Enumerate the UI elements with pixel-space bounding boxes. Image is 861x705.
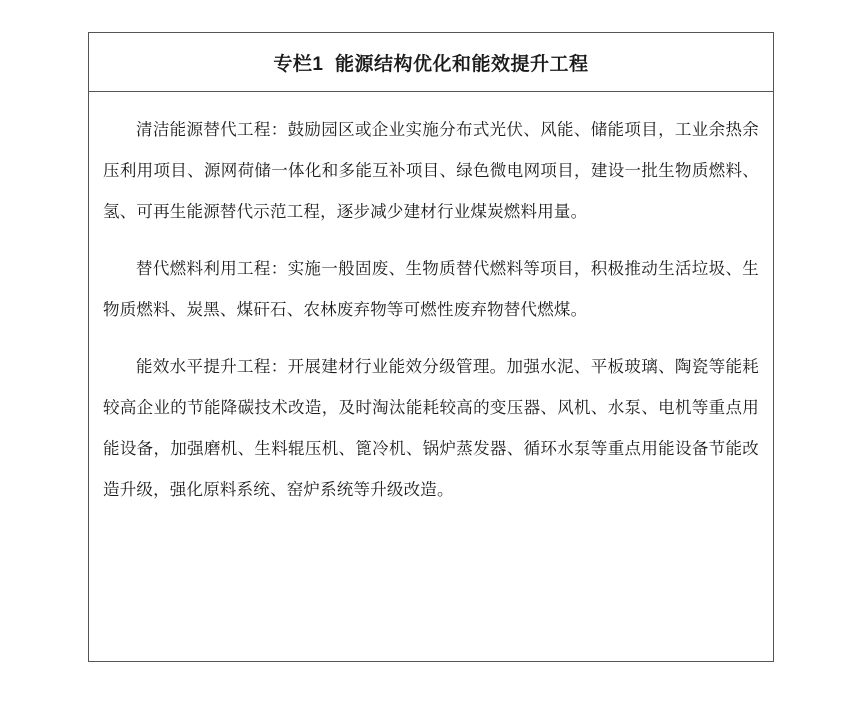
callout-box-header xyxy=(89,33,773,92)
callout-box xyxy=(88,32,774,662)
paragraph-clean-energy-substitution: 清洁能源替代工程：鼓励园区或企业实施分布式光伏、风能、储能项目，工业余热余压利用项目、源网荷储一体化和多能互补项目、绿色微电网项目，建设一批生物质燃料、氢、可再生能源替代示范工程，逐步减少建材行业煤炭燃料用量。 xyxy=(103,121,759,221)
callout-box-title: 专栏1 能源结构优化和能效提升工程 xyxy=(273,53,589,75)
paragraph-energy-efficiency-improvement: 能效水平提升工程：开展建材行业能效分级管理。加强水泥、平板玻璃、陶瓷等能耗较高企业的节能降碳技术改造，及时淘汰能耗较高的变压器、风机、水泵、电机等重点用能设备，加强磨机、生料辊压机、篦冷机、锅炉蒸发器、循环水泵等重点用能设备节能改造升级，强化原料系统、窑炉系统等升级改造。 xyxy=(103,358,759,499)
callout-box-body xyxy=(89,92,773,521)
paragraph-alternative-fuel-utilization: 替代燃料利用工程：实施一般固废、生物质替代燃料等项目，积极推动生活垃圾、生物质燃料、炭黑、煤矸石、农林废弃物等可燃性废弃物替代燃煤。 xyxy=(103,260,759,319)
